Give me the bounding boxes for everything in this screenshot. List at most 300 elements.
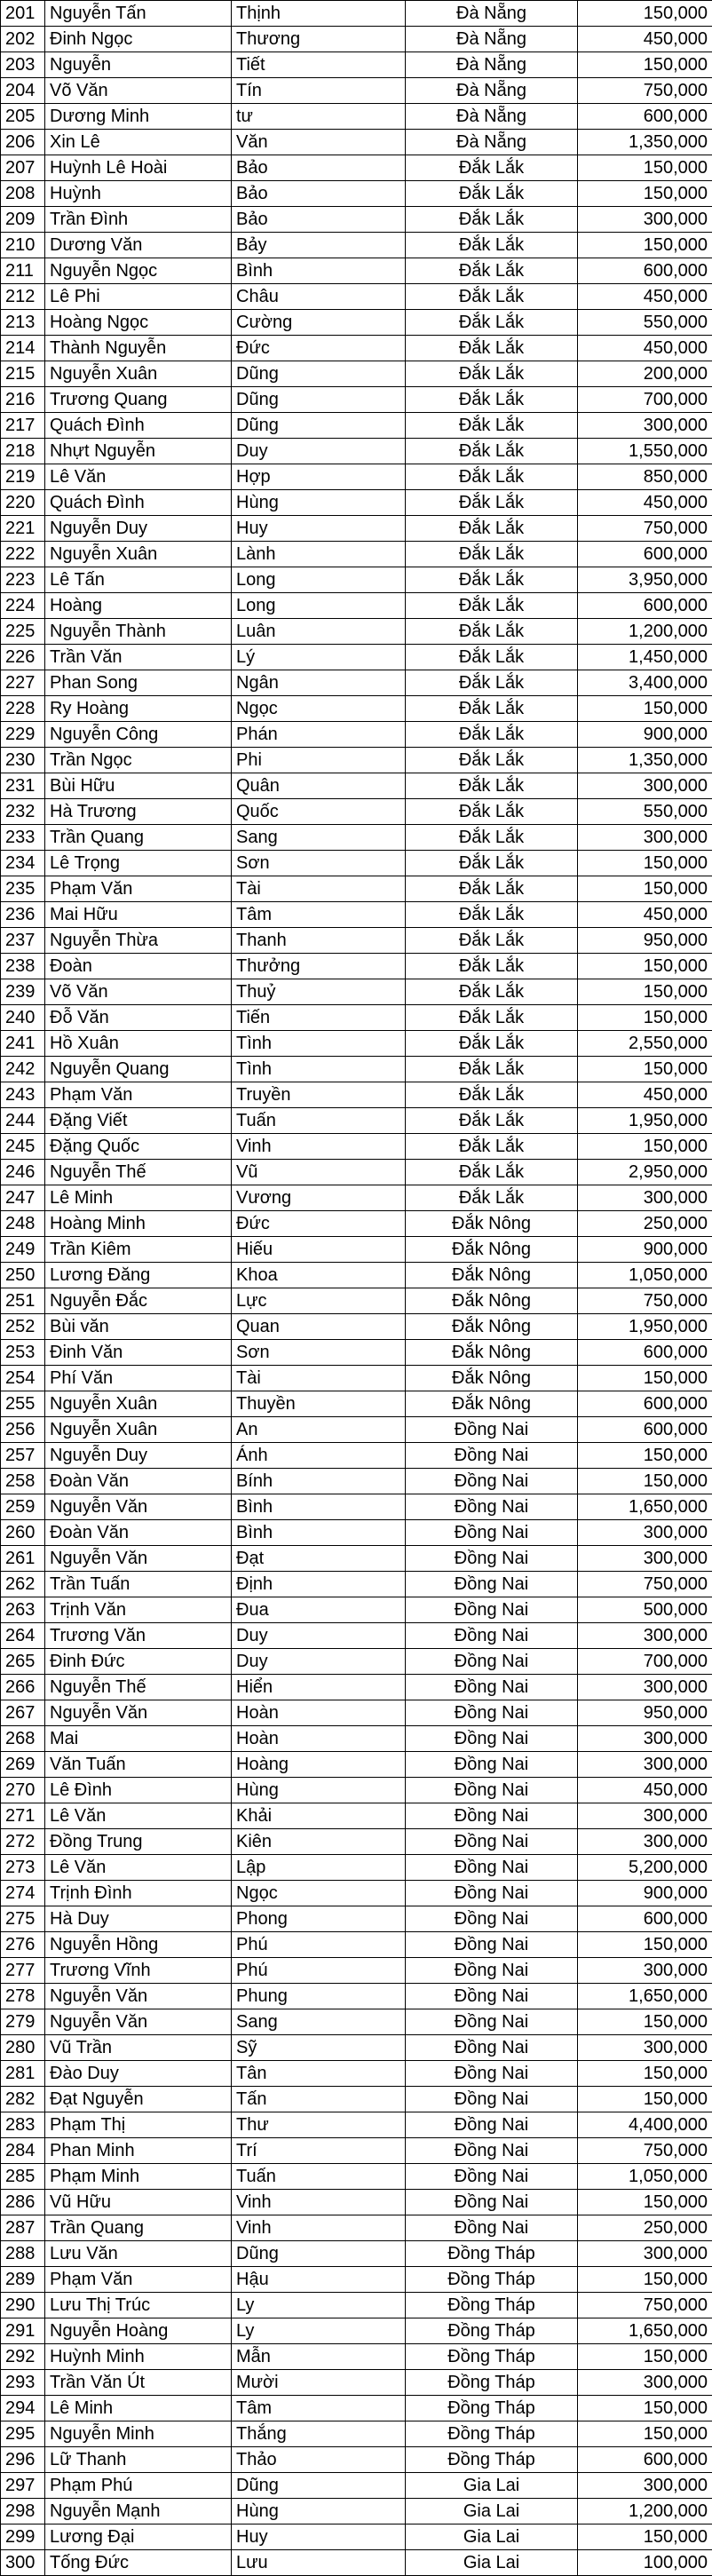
table-row xyxy=(1,876,712,902)
amount-cell: 700,000 xyxy=(578,387,712,413)
given-name-cell: Sơn xyxy=(232,1340,406,1366)
table-row xyxy=(1,979,712,1005)
row-number-cell: 207 xyxy=(1,155,45,181)
province-cell: Đắk Nông xyxy=(406,1340,578,1366)
province-cell: Đà Nẵng xyxy=(406,104,578,130)
family-name-cell: Lê Văn xyxy=(45,464,232,490)
given-name-cell: Dũng xyxy=(232,2241,406,2267)
table-row xyxy=(1,387,712,413)
family-name-cell: Huỳnh Minh xyxy=(45,2344,232,2370)
amount-cell: 300,000 xyxy=(578,1726,712,1752)
amount-cell: 300,000 xyxy=(578,1829,712,1855)
given-name-cell: Dũng xyxy=(232,361,406,387)
family-name-cell: Vũ Hữu xyxy=(45,2190,232,2215)
given-name-cell: Lập xyxy=(232,1855,406,1881)
row-number-cell: 209 xyxy=(1,207,45,233)
family-name-cell: Lê Văn xyxy=(45,1855,232,1881)
row-number-cell: 247 xyxy=(1,1185,45,1211)
amount-cell: 150,000 xyxy=(578,181,712,207)
family-name-cell: Quách Đình xyxy=(45,490,232,516)
table-row xyxy=(1,696,712,722)
table-row xyxy=(1,361,712,387)
province-cell: Đắk Lắk xyxy=(406,748,578,773)
family-name-cell: Nguyễn Minh xyxy=(45,2421,232,2447)
province-cell: Đắk Lắk xyxy=(406,773,578,799)
given-name-cell: Hiếu xyxy=(232,1237,406,1263)
province-cell: Đồng Nai xyxy=(406,1623,578,1649)
table-row xyxy=(1,1803,712,1829)
amount-cell: 450,000 xyxy=(578,336,712,361)
row-number-cell: 287 xyxy=(1,2215,45,2241)
amount-cell: 550,000 xyxy=(578,310,712,336)
table-row xyxy=(1,1340,712,1366)
given-name-cell: Hợp xyxy=(232,464,406,490)
row-number-cell: 255 xyxy=(1,1391,45,1417)
table-row xyxy=(1,310,712,336)
table-row xyxy=(1,1984,712,2009)
table-row xyxy=(1,1906,712,1932)
amount-cell: 150,000 xyxy=(578,1443,712,1469)
province-cell: Đắk Lắk xyxy=(406,979,578,1005)
given-name-cell: Đạt xyxy=(232,1546,406,1572)
table-row xyxy=(1,1520,712,1546)
amount-cell: 600,000 xyxy=(578,1906,712,1932)
table-row xyxy=(1,1700,712,1726)
given-name-cell: Ngọc xyxy=(232,1881,406,1906)
province-cell: Đồng Nai xyxy=(406,1417,578,1443)
row-number-cell: 258 xyxy=(1,1469,45,1494)
family-name-cell: Xin Lê xyxy=(45,130,232,155)
amount-cell: 500,000 xyxy=(578,1597,712,1623)
table-row xyxy=(1,2112,712,2138)
given-name-cell: Tài xyxy=(232,1366,406,1391)
amount-cell: 1,650,000 xyxy=(578,1984,712,2009)
given-name-cell: Huy xyxy=(232,516,406,542)
amount-cell: 300,000 xyxy=(578,2241,712,2267)
amount-cell: 3,400,000 xyxy=(578,670,712,696)
province-cell: Đồng Tháp xyxy=(406,2241,578,2267)
row-number-cell: 231 xyxy=(1,773,45,799)
row-number-cell: 262 xyxy=(1,1572,45,1597)
amount-cell: 700,000 xyxy=(578,1649,712,1675)
table-row xyxy=(1,1211,712,1237)
given-name-cell: Long xyxy=(232,593,406,619)
given-name-cell: Thương xyxy=(232,27,406,52)
amount-cell: 850,000 xyxy=(578,464,712,490)
amount-cell: 300,000 xyxy=(578,825,712,851)
province-cell: Đồng Nai xyxy=(406,2035,578,2061)
amount-cell: 300,000 xyxy=(578,1752,712,1778)
row-number-cell: 296 xyxy=(1,2447,45,2473)
given-name-cell: Bảo xyxy=(232,181,406,207)
row-number-cell: 236 xyxy=(1,902,45,928)
province-cell: Đồng Nai xyxy=(406,1649,578,1675)
family-name-cell: Đồng Trung xyxy=(45,1829,232,1855)
table-row xyxy=(1,1958,712,1984)
given-name-cell: Ly xyxy=(232,2293,406,2318)
family-name-cell: Lê Trọng xyxy=(45,851,232,876)
given-name-cell: Truyền xyxy=(232,1082,406,1108)
given-name-cell: Vinh xyxy=(232,2190,406,2215)
row-number-cell: 274 xyxy=(1,1881,45,1906)
given-name-cell: Thuyền xyxy=(232,1391,406,1417)
table-row xyxy=(1,1108,712,1134)
row-number-cell: 244 xyxy=(1,1108,45,1134)
row-number-cell: 219 xyxy=(1,464,45,490)
family-name-cell: Trần Văn Út xyxy=(45,2370,232,2396)
table-row xyxy=(1,1082,712,1108)
province-cell: Đồng Tháp xyxy=(406,2344,578,2370)
row-number-cell: 279 xyxy=(1,2009,45,2035)
row-number-cell: 232 xyxy=(1,799,45,825)
amount-cell: 950,000 xyxy=(578,928,712,954)
table-row xyxy=(1,1932,712,1958)
table-row xyxy=(1,799,712,825)
row-number-cell: 222 xyxy=(1,542,45,567)
given-name-cell: Hậu xyxy=(232,2267,406,2293)
family-name-cell: Trần Ngọc xyxy=(45,748,232,773)
province-cell: Đắk Lắk xyxy=(406,619,578,645)
table-row xyxy=(1,2190,712,2215)
amount-cell: 450,000 xyxy=(578,1778,712,1803)
given-name-cell: Bình xyxy=(232,1520,406,1546)
family-name-cell: Bùi văn xyxy=(45,1314,232,1340)
table-row xyxy=(1,1778,712,1803)
given-name-cell: Sỹ xyxy=(232,2035,406,2061)
table-row xyxy=(1,258,712,284)
province-cell: Gia Lai xyxy=(406,2550,578,2576)
row-number-cell: 249 xyxy=(1,1237,45,1263)
row-number-cell: 245 xyxy=(1,1134,45,1160)
family-name-cell: Thành Nguyễn xyxy=(45,336,232,361)
province-cell: Đắk Lắk xyxy=(406,1082,578,1108)
row-number-cell: 266 xyxy=(1,1675,45,1700)
province-cell: Đắk Nông xyxy=(406,1391,578,1417)
given-name-cell: Vinh xyxy=(232,1134,406,1160)
province-cell: Đồng Nai xyxy=(406,1572,578,1597)
table-row xyxy=(1,619,712,645)
given-name-cell: Cường xyxy=(232,310,406,336)
family-name-cell: Nguyễn Duy xyxy=(45,516,232,542)
family-name-cell: Huỳnh Lê Hoài xyxy=(45,155,232,181)
given-name-cell: Thuỷ xyxy=(232,979,406,1005)
table-row xyxy=(1,2370,712,2396)
family-name-cell: Nguyễn Văn xyxy=(45,2009,232,2035)
table-row xyxy=(1,670,712,696)
province-cell: Đắk Lắk xyxy=(406,361,578,387)
family-name-cell: Nguyễn Đắc xyxy=(45,1288,232,1314)
row-number-cell: 203 xyxy=(1,52,45,78)
family-name-cell: Bùi Hữu xyxy=(45,773,232,799)
table-row xyxy=(1,207,712,233)
row-number-cell: 270 xyxy=(1,1778,45,1803)
amount-cell: 600,000 xyxy=(578,1417,712,1443)
row-number-cell: 259 xyxy=(1,1494,45,1520)
province-cell: Đắk Lắk xyxy=(406,1185,578,1211)
province-cell: Đắk Lắk xyxy=(406,1108,578,1134)
row-number-cell: 242 xyxy=(1,1057,45,1082)
table-row xyxy=(1,233,712,258)
amount-cell: 1,200,000 xyxy=(578,2499,712,2524)
row-number-cell: 229 xyxy=(1,722,45,748)
table-row xyxy=(1,722,712,748)
province-cell: Đắk Lắk xyxy=(406,490,578,516)
amount-cell: 600,000 xyxy=(578,104,712,130)
amount-cell: 250,000 xyxy=(578,1211,712,1237)
family-name-cell: Trịnh Văn xyxy=(45,1597,232,1623)
family-name-cell: Nguyễn Văn xyxy=(45,1984,232,2009)
given-name-cell: Bính xyxy=(232,1469,406,1494)
given-name-cell: Đức xyxy=(232,336,406,361)
province-cell: Đắk Lắk xyxy=(406,1005,578,1031)
family-name-cell: Trương Vĩnh xyxy=(45,1958,232,1984)
table-row xyxy=(1,748,712,773)
table-row xyxy=(1,284,712,310)
given-name-cell: Hùng xyxy=(232,1778,406,1803)
table-row xyxy=(1,1881,712,1906)
province-cell: Đồng Nai xyxy=(406,1778,578,1803)
province-cell: Đồng Nai xyxy=(406,2190,578,2215)
family-name-cell: Lê Minh xyxy=(45,1185,232,1211)
family-name-cell: Nguyễn Xuân xyxy=(45,1391,232,1417)
given-name-cell: Huy xyxy=(232,2524,406,2550)
province-cell: Gia Lai xyxy=(406,2499,578,2524)
table-row xyxy=(1,2241,712,2267)
province-cell: Đồng Nai xyxy=(406,2061,578,2087)
row-number-cell: 238 xyxy=(1,954,45,979)
amount-cell: 150,000 xyxy=(578,233,712,258)
amount-cell: 750,000 xyxy=(578,2138,712,2164)
amount-cell: 150,000 xyxy=(578,851,712,876)
family-name-cell: Đoàn Văn xyxy=(45,1469,232,1494)
family-name-cell: Trần Đình xyxy=(45,207,232,233)
given-name-cell: Mẫn xyxy=(232,2344,406,2370)
given-name-cell: Sang xyxy=(232,825,406,851)
province-cell: Đắk Lắk xyxy=(406,593,578,619)
family-name-cell: Lê Tấn xyxy=(45,567,232,593)
given-name-cell: Quốc xyxy=(232,799,406,825)
family-name-cell: Đinh Văn xyxy=(45,1340,232,1366)
amount-cell: 1,650,000 xyxy=(578,1494,712,1520)
province-cell: Đắk Lắk xyxy=(406,928,578,954)
row-number-cell: 264 xyxy=(1,1623,45,1649)
family-name-cell: Hoàng xyxy=(45,593,232,619)
row-number-cell: 240 xyxy=(1,1005,45,1031)
amount-cell: 300,000 xyxy=(578,1803,712,1829)
row-number-cell: 206 xyxy=(1,130,45,155)
province-cell: Đồng Nai xyxy=(406,2215,578,2241)
family-name-cell: Phạm Minh xyxy=(45,2164,232,2190)
given-name-cell: Tiến xyxy=(232,1005,406,1031)
table-row xyxy=(1,2267,712,2293)
province-cell: Đắk Lắk xyxy=(406,439,578,464)
family-name-cell: Quách Đình xyxy=(45,413,232,439)
amount-cell: 150,000 xyxy=(578,1005,712,1031)
table-row xyxy=(1,1546,712,1572)
given-name-cell: Văn xyxy=(232,130,406,155)
province-cell: Đồng Nai xyxy=(406,1726,578,1752)
province-cell: Đắk Lắk xyxy=(406,670,578,696)
family-name-cell: Tống Đức xyxy=(45,2550,232,2576)
row-number-cell: 299 xyxy=(1,2524,45,2550)
table-row xyxy=(1,773,712,799)
given-name-cell: Thắng xyxy=(232,2421,406,2447)
given-name-cell: Lưu xyxy=(232,2550,406,2576)
family-name-cell: Nhựt Nguyễn xyxy=(45,439,232,464)
province-cell: Đồng Nai xyxy=(406,1469,578,1494)
row-number-cell: 246 xyxy=(1,1160,45,1185)
family-name-cell: Đạt Nguyễn xyxy=(45,2087,232,2112)
row-number-cell: 217 xyxy=(1,413,45,439)
family-name-cell: Phạm Văn xyxy=(45,1082,232,1108)
table-row xyxy=(1,2499,712,2524)
province-cell: Đắk Lắk xyxy=(406,542,578,567)
given-name-cell: Thảo xyxy=(232,2447,406,2473)
province-cell: Đà Nẵng xyxy=(406,52,578,78)
row-number-cell: 280 xyxy=(1,2035,45,2061)
table-row xyxy=(1,1160,712,1185)
province-cell: Đồng Nai xyxy=(406,2112,578,2138)
table-row xyxy=(1,2550,712,2576)
row-number-cell: 272 xyxy=(1,1829,45,1855)
family-name-cell: Nguyễn Mạnh xyxy=(45,2499,232,2524)
given-name-cell: Phú xyxy=(232,1958,406,1984)
row-number-cell: 226 xyxy=(1,645,45,670)
amount-cell: 450,000 xyxy=(578,490,712,516)
family-name-cell: Hồ Xuân xyxy=(45,1031,232,1057)
amount-cell: 300,000 xyxy=(578,1520,712,1546)
given-name-cell: Vương xyxy=(232,1185,406,1211)
province-cell: Đồng Nai xyxy=(406,1829,578,1855)
family-name-cell: Dương Minh xyxy=(45,104,232,130)
given-name-cell: Tấn xyxy=(232,2087,406,2112)
family-name-cell: Dương Văn xyxy=(45,233,232,258)
given-name-cell: Tình xyxy=(232,1057,406,1082)
row-number-cell: 277 xyxy=(1,1958,45,1984)
family-name-cell: Nguyễn Duy xyxy=(45,1443,232,1469)
family-name-cell: Võ Văn xyxy=(45,979,232,1005)
table-row xyxy=(1,1366,712,1391)
given-name-cell: Mười xyxy=(232,2370,406,2396)
given-name-cell: Tân xyxy=(232,2061,406,2087)
row-number-cell: 214 xyxy=(1,336,45,361)
province-cell: Đắk Lắk xyxy=(406,207,578,233)
family-name-cell: Lê Văn xyxy=(45,1803,232,1829)
row-number-cell: 218 xyxy=(1,439,45,464)
amount-cell: 750,000 xyxy=(578,516,712,542)
province-cell: Đắk Lắk xyxy=(406,851,578,876)
amount-cell: 750,000 xyxy=(578,2293,712,2318)
amount-cell: 900,000 xyxy=(578,722,712,748)
province-cell: Đồng Nai xyxy=(406,2009,578,2035)
amount-cell: 750,000 xyxy=(578,1288,712,1314)
given-name-cell: Phung xyxy=(232,1984,406,2009)
given-name-cell: Lành xyxy=(232,542,406,567)
table-row xyxy=(1,1443,712,1469)
row-number-cell: 210 xyxy=(1,233,45,258)
province-cell: Đắk Nông xyxy=(406,1314,578,1340)
row-number-cell: 227 xyxy=(1,670,45,696)
given-name-cell: Hoàng xyxy=(232,1752,406,1778)
row-number-cell: 265 xyxy=(1,1649,45,1675)
amount-cell: 550,000 xyxy=(578,799,712,825)
table-row xyxy=(1,2473,712,2499)
province-cell: Đồng Nai xyxy=(406,1803,578,1829)
table-row xyxy=(1,104,712,130)
given-name-cell: An xyxy=(232,1417,406,1443)
amount-cell: 450,000 xyxy=(578,902,712,928)
amount-cell: 150,000 xyxy=(578,696,712,722)
family-name-cell: Phạm Thị xyxy=(45,2112,232,2138)
province-cell: Đồng Tháp xyxy=(406,2421,578,2447)
row-number-cell: 228 xyxy=(1,696,45,722)
given-name-cell: Ánh xyxy=(232,1443,406,1469)
amount-cell: 250,000 xyxy=(578,2215,712,2241)
amount-cell: 100,000 xyxy=(578,2550,712,2576)
row-number-cell: 291 xyxy=(1,2318,45,2344)
given-name-cell: Đức xyxy=(232,1211,406,1237)
family-name-cell: Mai xyxy=(45,1726,232,1752)
table-row xyxy=(1,2396,712,2421)
family-name-cell: Trương Văn xyxy=(45,1623,232,1649)
province-cell: Đắk Lắk xyxy=(406,233,578,258)
province-cell: Đắk Lắk xyxy=(406,155,578,181)
table-row xyxy=(1,1572,712,1597)
province-cell: Đồng Nai xyxy=(406,1546,578,1572)
province-cell: Đắk Nông xyxy=(406,1237,578,1263)
family-name-cell: Trần Quang xyxy=(45,825,232,851)
amount-cell: 950,000 xyxy=(578,1700,712,1726)
amount-cell: 1,350,000 xyxy=(578,130,712,155)
given-name-cell: Dũng xyxy=(232,387,406,413)
given-name-cell: Ly xyxy=(232,2318,406,2344)
row-number-cell: 252 xyxy=(1,1314,45,1340)
province-cell: Đắk Lắk xyxy=(406,696,578,722)
amount-cell: 600,000 xyxy=(578,593,712,619)
family-name-cell: Nguyễn Quang xyxy=(45,1057,232,1082)
row-number-cell: 243 xyxy=(1,1082,45,1108)
amount-cell: 150,000 xyxy=(578,2267,712,2293)
family-name-cell: Nguyễn Thừa xyxy=(45,928,232,954)
given-name-cell: Châu xyxy=(232,284,406,310)
given-name-cell: Thanh xyxy=(232,928,406,954)
province-cell: Gia Lai xyxy=(406,2524,578,2550)
province-cell: Đắk Lắk xyxy=(406,1160,578,1185)
row-number-cell: 215 xyxy=(1,361,45,387)
table-row xyxy=(1,851,712,876)
row-number-cell: 297 xyxy=(1,2473,45,2499)
family-name-cell: Trần Văn xyxy=(45,645,232,670)
amount-cell: 1,050,000 xyxy=(578,2164,712,2190)
table-row xyxy=(1,1134,712,1160)
family-name-cell: Nguyễn Thành xyxy=(45,619,232,645)
family-name-cell: Phạm Phú xyxy=(45,2473,232,2499)
table-row xyxy=(1,2009,712,2035)
province-cell: Đắk Lắk xyxy=(406,258,578,284)
amount-cell: 300,000 xyxy=(578,207,712,233)
given-name-cell: Thịnh xyxy=(232,1,406,27)
table-row xyxy=(1,567,712,593)
given-name-cell: Phán xyxy=(232,722,406,748)
family-name-cell: Trịnh Đình xyxy=(45,1881,232,1906)
province-cell: Đắk Lắk xyxy=(406,1057,578,1082)
province-cell: Đà Nẵng xyxy=(406,27,578,52)
given-name-cell: Ngọc xyxy=(232,696,406,722)
table-row xyxy=(1,2421,712,2447)
table-row xyxy=(1,78,712,104)
amount-cell: 300,000 xyxy=(578,773,712,799)
table-row xyxy=(1,1185,712,1211)
